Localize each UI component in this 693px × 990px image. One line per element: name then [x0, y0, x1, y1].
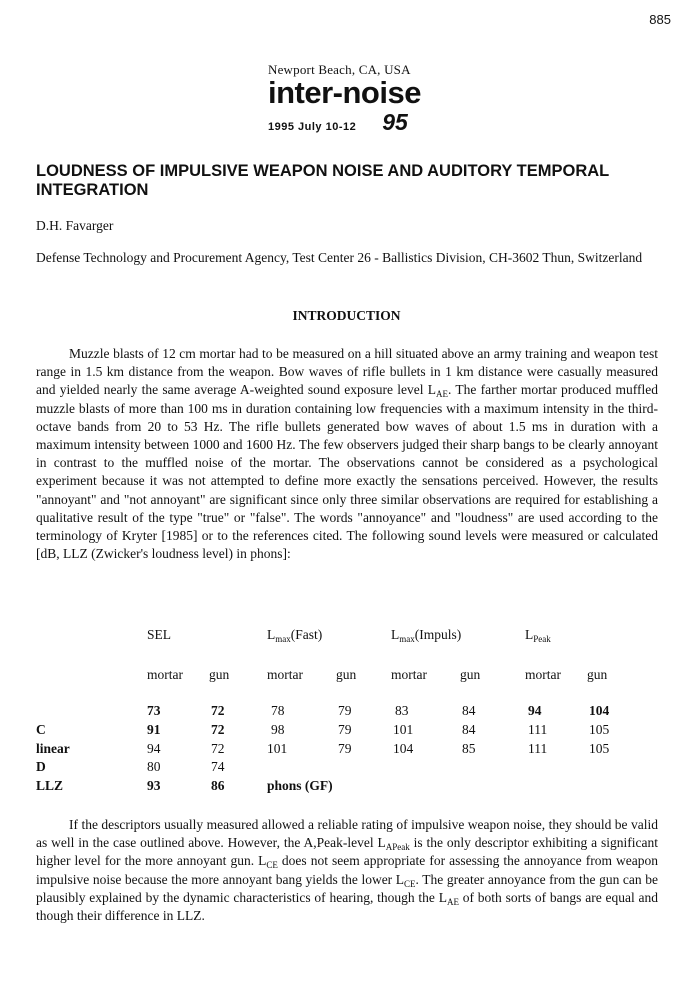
table-cell: 111: [528, 741, 548, 756]
conference-date: 1995 July 10-12: [268, 121, 357, 133]
table-cell: 111: [528, 722, 548, 737]
para2-sub-1: APeak: [385, 842, 410, 853]
subheader-sel-mortar: mortar: [147, 667, 183, 682]
subheader-peak-mortar: mortar: [525, 667, 561, 682]
paragraph-discussion: [36, 816, 658, 925]
header-lmax-impuls-base: L: [391, 627, 400, 642]
header-lmax-impuls-tail: (Impuls): [414, 627, 462, 642]
paragraph-intro: [36, 345, 658, 563]
para1-sub-1: AE: [436, 389, 449, 400]
subheader-impuls-gun: gun: [460, 667, 481, 682]
header-lmax-fast: [267, 627, 322, 643]
table-cell: 101: [393, 722, 414, 737]
table-cell: 72: [211, 741, 225, 756]
table-cell: 105: [589, 722, 610, 737]
table-cell: 84: [462, 703, 476, 718]
paper-title: LOUDNESS OF IMPULSIVE WEAPON NOISE AND AUDITORY TEMPORAL INTEGRATION: [36, 162, 609, 199]
subheader-fast-gun: gun: [336, 667, 357, 682]
table-cell: 73: [147, 703, 161, 718]
section-heading: INTRODUCTION: [292, 308, 401, 323]
para2-sub-2: CE: [266, 860, 278, 871]
page-number: 885: [649, 12, 671, 27]
table-cell: 83: [395, 703, 409, 718]
table-cell: 104: [589, 703, 610, 718]
header-lmax-fast-tail: (Fast): [290, 627, 323, 642]
para1-text-1: Muzzle blasts of 12 cm mortar had to be measured on a hill situated above an army training and weapon test range in 1.5 km distance from the weapon. Bow waves of rifle bullets in 1 km distance were casually measured and yielded nearly the same average A-weighted sound exposure level L: [36, 346, 658, 398]
table-cell: 91: [147, 722, 161, 737]
table-cell: 101: [267, 741, 288, 756]
table-cell: 79: [338, 703, 352, 718]
row-label-c: C: [36, 722, 46, 737]
header-lmax-fast-sub: max: [275, 634, 291, 644]
subheader-peak-gun: gun: [587, 667, 608, 682]
conference-date-row: [268, 109, 443, 136]
table-cell: 72: [211, 703, 225, 718]
table-cell: 85: [462, 741, 476, 756]
row-label-linear: linear: [36, 741, 70, 756]
table-cell: 105: [589, 741, 610, 756]
header-lmax-impuls-sub: max: [399, 634, 415, 644]
table-cell: 79: [338, 722, 352, 737]
table-cell: 104: [393, 741, 414, 756]
table-cell: 78: [271, 703, 285, 718]
table-cell: 98: [271, 722, 285, 737]
author: D.H. Favarger: [36, 218, 114, 233]
table-cell: 93: [147, 778, 161, 793]
table-cell: 79: [338, 741, 352, 756]
table-cell: 80: [147, 759, 161, 774]
para1-text-2: . The farther mortar produced muffled muzzle blasts of more than 100 ms in duration containing low frequencies with a maximum intensity in the third-octave bands from 20 to 53 Hz. The rifle bullets generated bow waves of about 1.5 ms in duration with a maximum intensity between 1000 and 1600 Hz. The few observers judged their sharp bangs to be clearly annoyant in contrast to the muffled noise of the mortar. The observations cannot be considered as a psychological experiment because it was not attempted to define more exactly the sensations perceived. However, the results "annoyant" and "not annoyant" are significant since only three similar observations are required for establishing a qualitative result of the type "true" or "false". The words "annoyance" and "loudness" are used according to the terminology of Kryter [1985] or to the references cited. The following sound levels were measured or calculated [dB, LLZ (Zwicker's loudness level) in phons]:: [36, 382, 659, 562]
subheader-sel-gun: gun: [209, 667, 230, 682]
table-cell: 94: [147, 741, 161, 756]
conference-header: [268, 62, 443, 136]
subheader-fast-mortar: mortar: [267, 667, 303, 682]
subheader-impuls-mortar: mortar: [391, 667, 427, 682]
conference-location: Newport Beach, CA, USA: [268, 62, 411, 77]
table-cell: 86: [211, 778, 225, 793]
para2-text-2: is the only descriptor exhibiting a significant higher level for the more annoyant gun. L: [36, 835, 659, 869]
table-cell: 72: [211, 722, 225, 737]
header-lpeak-base: L: [525, 627, 534, 642]
para2-sub-3: CE: [404, 878, 416, 889]
llz-unit-note: phons (GF): [267, 778, 333, 793]
table-cell: 84: [462, 722, 476, 737]
table-cell: 94: [528, 703, 542, 718]
conference-logo: inter-noise: [268, 75, 421, 110]
header-lpeak: [525, 627, 551, 643]
header-sel: SEL: [147, 627, 172, 642]
row-label-d: D: [36, 759, 46, 774]
table-cell: 74: [211, 759, 225, 774]
para2-text-4: . The greater annoyance from the gun can be plausibly explained by the dynamic characteristics of hearing, though the L: [36, 871, 658, 905]
row-label-llz: LLZ: [36, 778, 64, 793]
header-lpeak-sub: Peak: [533, 634, 551, 644]
para2-text-3: does not seem appropriate for assessing the annoyance from weapon impulsive noise because the more annoyant bang yields the lower L: [36, 853, 658, 887]
para2-sub-4: AE: [446, 896, 459, 907]
para2-text-5: of both sorts of bangs are equal and though their difference in LLZ.: [36, 889, 659, 924]
affiliation: Defense Technology and Procurement Agency, Test Center 26 - Ballistics Division, CH-3602 Thun, Switzerland: [36, 250, 643, 265]
header-lmax-fast-base: L: [267, 627, 276, 642]
para2-text-1: If the descriptors usually measured allowed a reliable rating of impulsive weapon noise, they should be valid as well in the case outlined above. However, the A,Peak-level L: [36, 817, 658, 851]
conference-year: 95: [382, 109, 408, 135]
header-lmax-impuls: [391, 627, 461, 643]
